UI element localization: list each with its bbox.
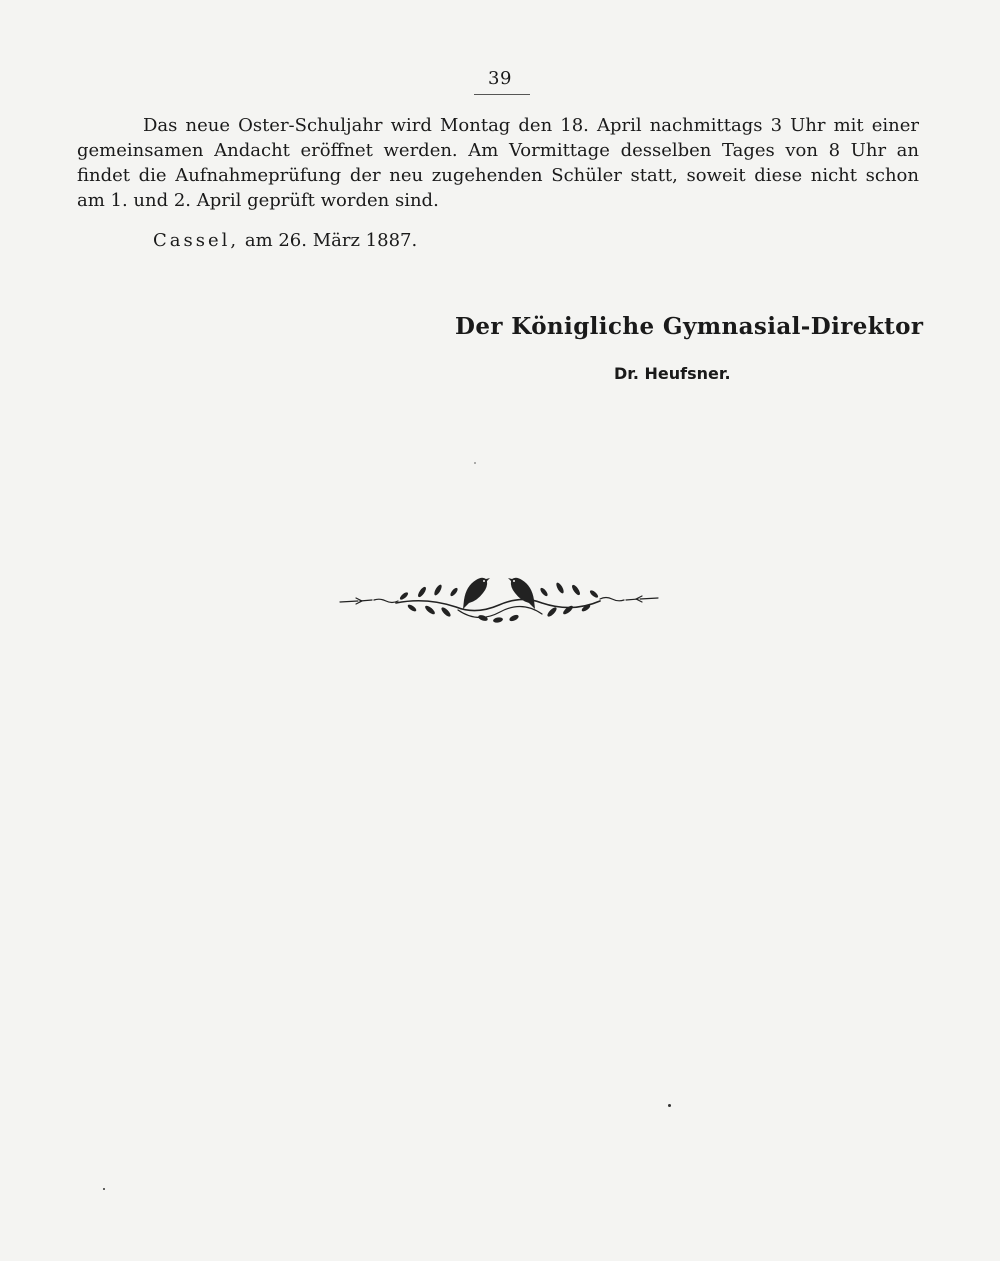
date-text: am 26. März 1887. (239, 230, 418, 251)
page-number: 39 (488, 68, 512, 89)
place-name: Cassel, (153, 230, 240, 251)
print-speck (103, 1188, 105, 1190)
print-speck (474, 462, 476, 464)
signature-title: Der Königliche Gymnasial-Direktor (455, 313, 924, 340)
place-and-date (153, 230, 417, 251)
print-speck (668, 1104, 671, 1107)
announcement-paragraph (77, 113, 919, 213)
birds-and-vine-ornament-icon (338, 570, 660, 628)
page-number-rule (474, 94, 530, 95)
signature-name: Dr. Heufsner. (614, 364, 731, 383)
paragraph-text: Das neue Oster-Schuljahr wird Montag den 18. April nachmittags 3 Uhr mit einer gemeinsamen Andacht eröffnet werden. Am Vormittage desselben Tages von 8 Uhr an findet die Aufnahmeprüfung der neu zugehenden Schüler statt, soweit diese nicht schon am 1. und 2. April geprüft worden sind. (77, 115, 919, 211)
